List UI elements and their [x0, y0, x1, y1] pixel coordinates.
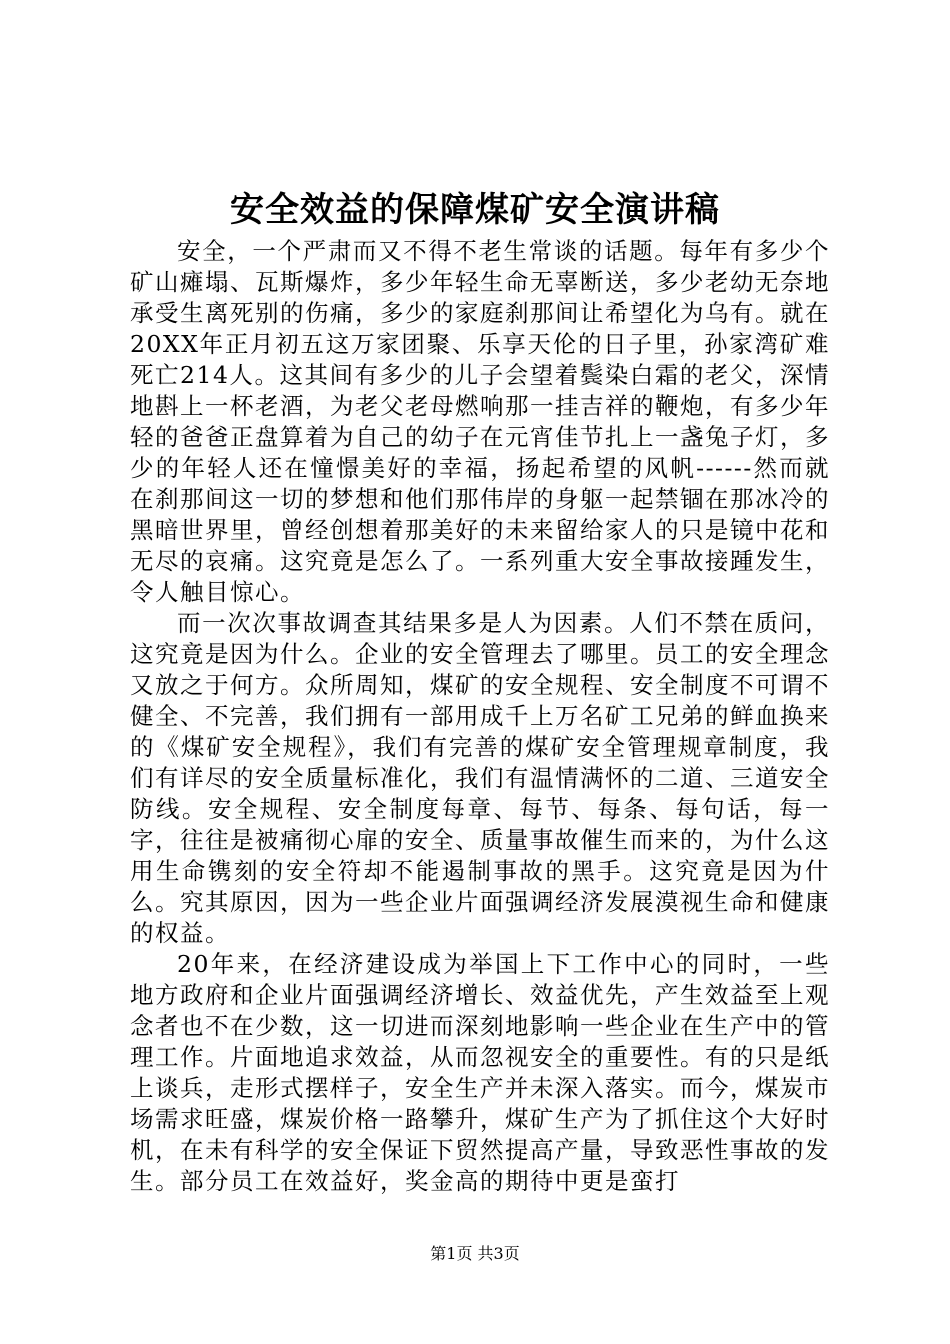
paragraph-3: 20年来，在经济建设成为举国上下工作中心的同时，一些地方政府和企业片面强调经济增长、效益优先，产生效益至上观念者也不在少数，这一切进而深刻地影响一些企业在生产中的管理工作。片面地追求效益，从而忽视安全的重要性。有的只是纸上谈兵，走形式摆样子，安全生产并未深入落实。而今，煤炭市场需求旺盛，煤炭价格一路攀升，煤矿生产为了抓住这个大好时机，在未有科学的安全保证下贸然提高产量，导致恶性事故的发生。部分员工在效益好，奖金高的期待中更是蛮打 — [130, 950, 830, 1195]
page-footer: 第1页 共3页 — [430, 1244, 520, 1263]
document-title: 安全效益的保障煤矿安全演讲稿 — [230, 190, 720, 230]
document-body — [130, 236, 830, 1197]
paragraph-2: 而一次次事故调查其结果多是人为因素。人们不禁在质问，这究竟是因为什么。企业的安全管理去了哪里。员工的安全理念又放之于何方。众所周知，煤矿的安全规程、安全制度不可谓不健全、不完善，我们拥有一部用成千上万名矿工兄弟的鲜血换来的《煤矿安全规程》，我们有完善的煤矿安全管理规章制度，我们有详尽的安全质量标准化，我们有温情满怀的二道、三道安全防线。安全规程、安全制度每章、每节、每条、每句话，每一字，往往是被痛彻心扉的安全、质量事故催生而来的，为什么这用生命镌刻的安全符却不能遏制事故的黑手。这究竟是因为什么。究其原因，因为一些企业片面强调经济发展漠视生命和健康的权益。 — [130, 609, 830, 947]
paragraph-1: 安全，一个严肃而又不得不老生常谈的话题。每年有多少个矿山瘫塌、瓦斯爆炸，多少年轻生命无辜断送，多少老幼无奈地承受生离死别的伤痛，多少的家庭刹那间让希望化为乌有。就在20XX年正月初五这万家团聚、乐享天伦的日子里，孙家湾矿难死亡214人。这其间有多少的儿子会望着鬓染白霜的老父，深情地斟上一杯老酒，为老父老母燃响那一挂吉祥的鞭炮，有多少年轻的爸爸正盘算着为自己的幼子在元宵佳节扎上一盏兔子灯，多少的年轻人还在憧憬美好的幸福，扬起希望的风帆------然而就在刹那间这一切的梦想和他们那伟岸的身躯一起禁锢在那冰冷的黑暗世界里，曾经创想着那美好的未来留给家人的只是镜中花和无尽的哀痛。这究竟是怎么了。一系列重大安全事故接踵发生，令人触目惊心。 — [130, 237, 830, 606]
